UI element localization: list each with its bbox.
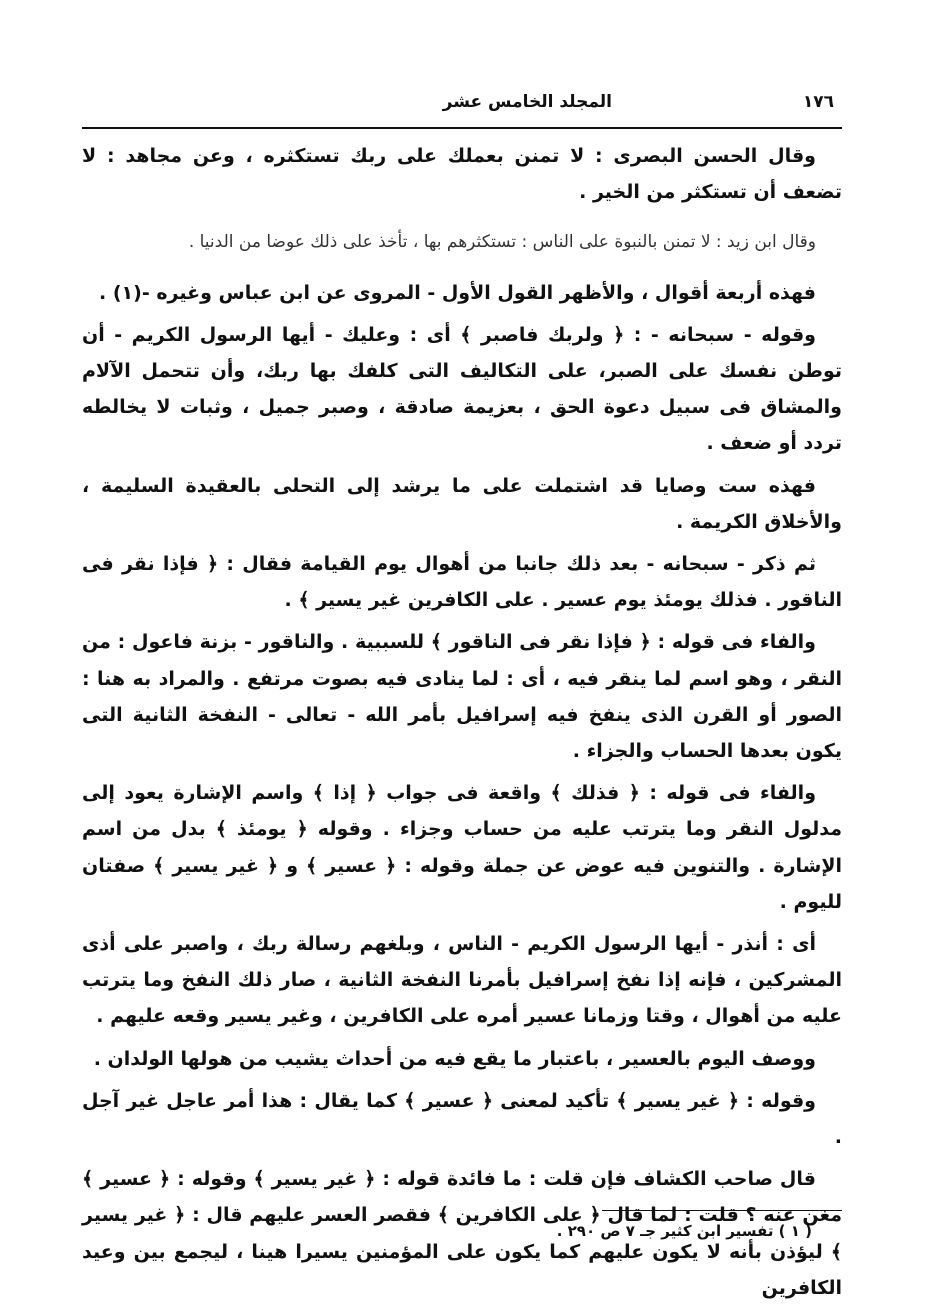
- page-number: ١٧٦: [802, 92, 834, 112]
- header-divider: [82, 127, 842, 129]
- book-page: [82, 0, 842, 1307]
- paragraph: فهذه أربعة أقوال ، والأظهر القول الأول - المروى عن ابن عباس وغيره -(١) .: [99, 281, 816, 304]
- paragraph: والفاء فى قوله : ﴿ فإذا نقر فى الناقور ﴾ للسببية . والناقور - بزنة فاعول : من النقر ، وهو اسم لما ينقر فيه ، أى : لما ينادى فيه بصوت مرتفع . والمراد به هنا : الصور أو القرن الذى ينفخ فيه إسرافيل بأمر الله - تعالى - النفخة الثانية التى يكون بعدها الحساب والجزاء .: [82, 631, 842, 763]
- paragraph: فهذه ست وصايا قد اشتملت على ما يرشد إلى التحلى بالعقيدة السليمة ، والأخلاق الكريمة .: [82, 474, 842, 533]
- paragraph: ووصف اليوم بالعسير ، باعتبار ما يقع فيه من أحداث يشيب من هولها الولدان .: [93, 1047, 816, 1070]
- paragraph: وقوله : ﴿ غير يسير ﴾ تأكيد لمعنى ﴿ عسير ﴾ كما يقال : هذا أمر عاجل غير آجل .: [82, 1089, 842, 1149]
- paragraph: والفاء فى قوله : ﴿ فذلك ﴾ واقعة فى جواب ﴿ إذا ﴾ واسم الإشارة يعود إلى مدلول النقر وما يترتب عليه من حساب وجزاء . وقوله ﴿ يومئذ ﴾ بدل من اسم الإشارة . والتنوين فيه عوض عن جملة وقوله : ﴿ عسير ﴾ و ﴿ غير يسير ﴾ صفتان لليوم .: [82, 782, 842, 913]
- footnote-divider: [602, 1210, 842, 1211]
- main-text: [82, 138, 842, 1312]
- footnote: ( ١ ) تفسير ابن كثير جـ ٧ ص ٢٩٠ .: [556, 1222, 812, 1240]
- paragraph: وقال الحسن البصرى : لا تمنن بعملك على ربك تستكثره ، وعن مجاهد : لا تضعف أن تستكثر من الخير .: [82, 145, 842, 204]
- running-header: [82, 84, 842, 124]
- paragraph: وقال ابن زيد : لا تمنن بالنبوة على الناس : تستكثرهم بها ، تأخذ على ذلك عوضا من الدنيا .: [188, 232, 816, 253]
- paragraph: أى : أنذر - أيها الرسول الكريم - الناس ، وبلغهم رسالة ربك ، واصبر على أذى المشركين ، فإنه إذا نفخ إسرافيل بأمرنا النفخة الثانية ، صار ذلك النفخ وما يترتب عليه من أهوال ، وقتا وزمانا عسير أمره على الكافرين ، وغير يسير وقعه عليهم .: [82, 933, 842, 1028]
- volume-title: المجلد الخامس عشر: [442, 92, 612, 112]
- paragraph: وقوله - سبحانه - : ﴿ ولربك فاصبر ﴾ أى : وعليك - أيها الرسول الكريم - أن توطن نفسك على الصبر، على التكاليف التى كلفك بها ربك، وأن تتحمل الآلام والمشاق فى سبيل دعوة الحق ، بعزيمة صادقة ، وصبر جميل ، وثبات لا يخالطه تردد أو ضعف .: [82, 323, 842, 455]
- paragraph: ثم ذكر - سبحانه - بعد ذلك جانبا من أهوال يوم القيامة فقال : ﴿ فإذا نقر فى الناقور . فذلك يومئذ يوم عسير . على الكافرين غير يسير ﴾ .: [82, 553, 842, 612]
- paragraph: قال صاحب الكشاف فإن قلت : ما فائدة قوله : ﴿ غير يسير ﴾ وقوله : ﴿ عسير ﴾ مغن عنه ؟ قلت : لما قال ﴿ على الكافرين ﴾ فقصر العسر عليهم قال : ﴿ غير يسير ﴾ ليؤذن بأنه لا يكون عليهم كما يكون على المؤمنين يسيرا هينا ، ليجمع بين وعيد الكافرين: [82, 1168, 842, 1299]
